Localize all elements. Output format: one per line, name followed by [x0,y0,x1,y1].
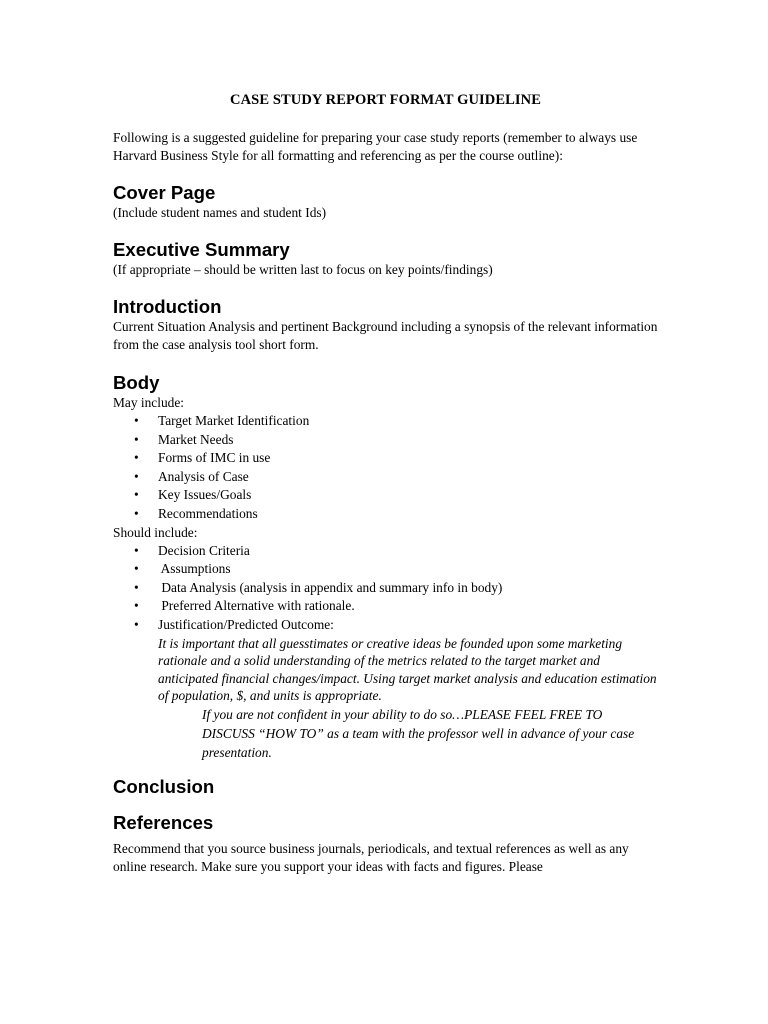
bullet-icon: • [134,487,139,503]
list-item: • Key Issues/Goals [113,486,658,505]
list-item: • Justification/Predicted Outcome: [113,616,658,635]
bullet-icon: • [134,413,139,428]
list-item: • Target Market Identification [113,412,658,431]
body-heading: Body [113,372,160,393]
references-heading: References [113,811,214,833]
bullet-icon: • [134,542,139,558]
executive-summary-heading: Executive Summary [113,239,290,260]
bullet-icon: • [134,616,139,632]
may-include-list [113,412,658,524]
cover-page-text: (Include student names and student Ids) [113,205,327,220]
list-item: • Analysis of Case [113,468,658,487]
bullet-icon: • [134,505,139,521]
introduction-text: Current Situation Analysis and pertinent Background including a synopsis of the relevant information from the case analysis tool short form. [113,319,658,352]
document-title: CASE STUDY REPORT FORMAT GUIDELINE [230,92,541,108]
may-include-label: May include: [113,395,185,410]
bullet-icon: • [134,450,139,466]
executive-summary-text: (If appropriate – should be written last to focus on key points/findings) [113,262,493,277]
list-item: • Forms of IMC in use [113,449,658,468]
justification-note: It is important that all guesstimates or creative ideas be founded upon some marketing rationale and a solid understanding of the metrics related to the target market and anticipated financial changes/impact. Using target market analysis and education estimation of population, $, and units is appropriate. [158,635,657,704]
discuss-note: If you are not confident in your ability to do so…PLEASE FEEL FREE TO DISCUSS “HOW TO” as a team with the professor well in advance of your case presentation. [202,706,635,760]
cover-page-heading: Cover Page [113,182,216,203]
list-item: • Data Analysis (analysis in appendix and summary info in body) [113,579,658,598]
bullet-icon: • [134,579,139,595]
bullet-icon: • [134,598,139,614]
list-item: • Market Needs [113,431,658,450]
list-item: • Decision Criteria [113,542,658,561]
list-item: • Recommendations [113,505,658,524]
bullet-icon: • [134,468,139,484]
list-item: • Assumptions [113,560,658,579]
document-page [113,92,658,876]
intro-paragraph: Following is a suggested guideline for preparing your case study reports (remember to always use Harvard Business Style for all formatting and referencing as per the course outline): [113,130,638,163]
references-text: Recommend that you source business journals, periodicals, and textual references as well as any online research. Make sure you support your ideas with facts and figures. Please [113,840,629,874]
list-item: • Preferred Alternative with rationale. [113,597,658,616]
conclusion-heading: Conclusion [113,775,215,797]
introduction-heading: Introduction [113,296,222,317]
bullet-icon: • [134,561,139,577]
should-include-list [113,542,658,635]
should-include-label: Should include: [113,524,198,540]
bullet-icon: • [134,431,139,447]
